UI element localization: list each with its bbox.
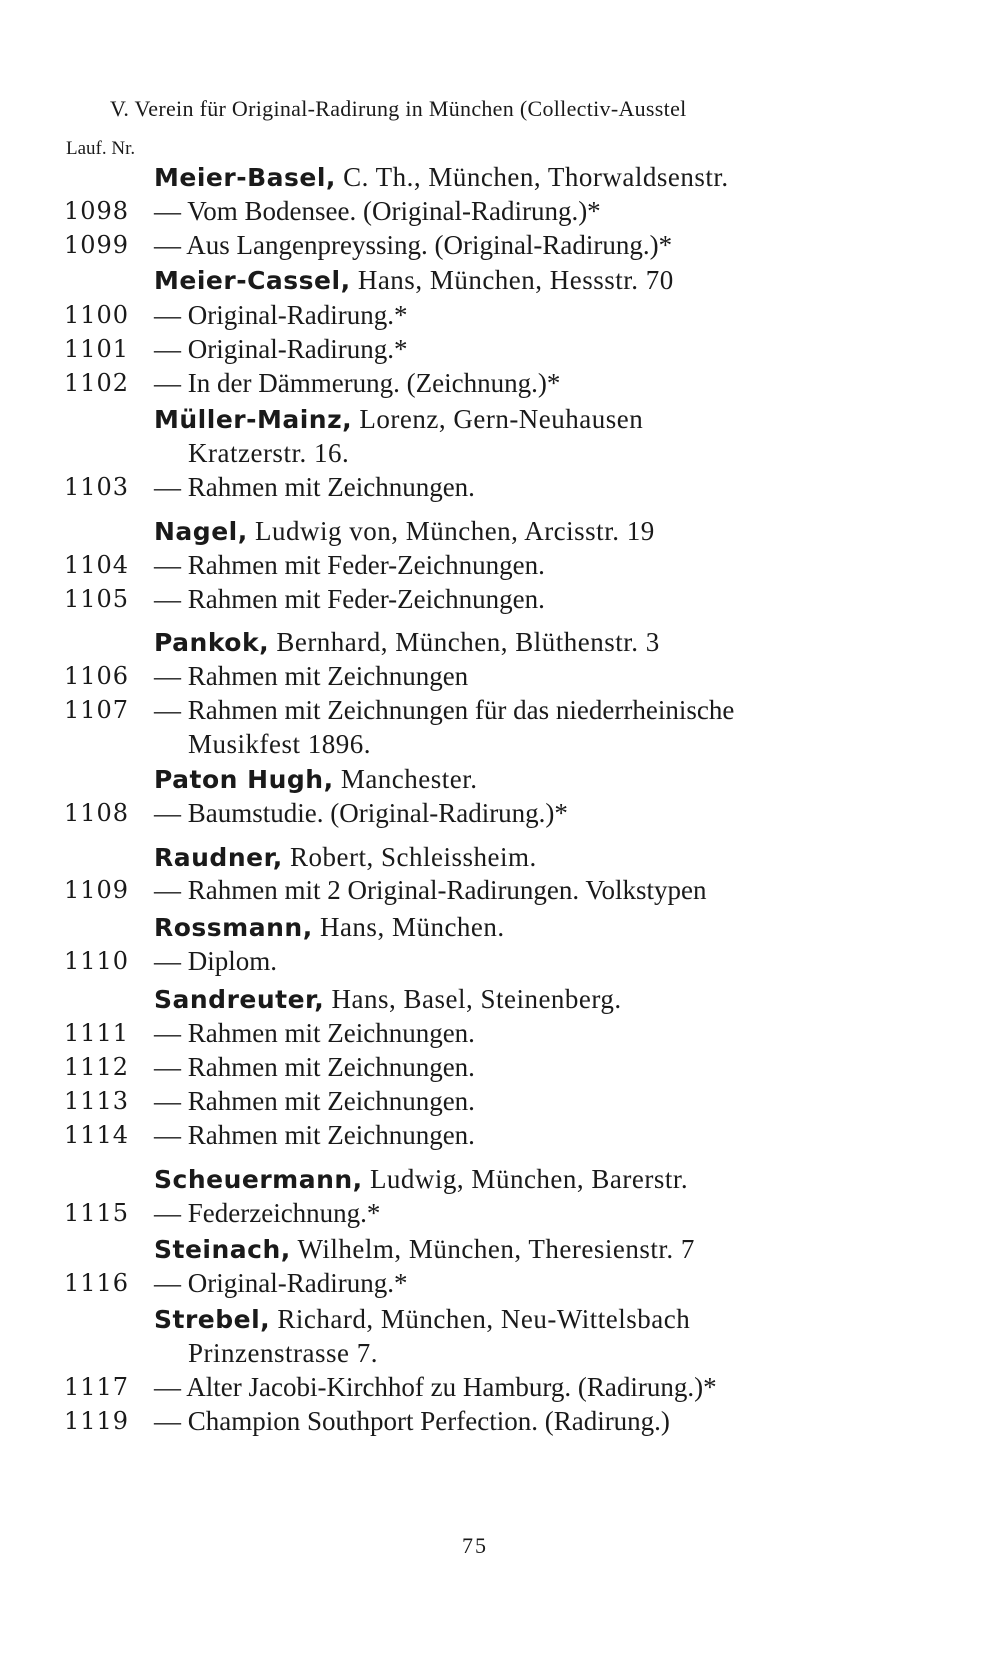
artist-details: Hans, Basel, Steinenberg. (324, 984, 622, 1014)
entry-title: — Diplom. (154, 946, 278, 976)
artist-details: Wilhelm, München, Theresienstr. 7 (290, 1234, 695, 1264)
entry-number: 1114 (64, 1121, 130, 1149)
artist-details: C. Th., München, Thorwaldsenstr. (335, 162, 729, 192)
entry-number: 1101 (64, 335, 130, 363)
entry-number: 1106 (64, 662, 130, 690)
entry-number: 1098 (64, 197, 130, 225)
entry-title: — Rahmen mit Zeichnungen für das niederrheinische (154, 695, 735, 725)
artist-details: Lorenz, Gern-Neuhausen (352, 404, 644, 434)
entry-title: — Aus Langenpreyssing. (Original-Radirung.)* (154, 230, 673, 260)
running-head: V. Verein für Original-Radirung in München (Collectiv-Ausstel (110, 96, 687, 121)
entry-title: — In der Dämmerung. (Zeichnung.)* (154, 368, 561, 398)
entry-title: — Rahmen mit Zeichnungen. (154, 1086, 475, 1116)
entry-title: — Rahmen mit Feder-Zeichnungen. (154, 550, 545, 580)
artist-name: Pankok, (154, 628, 270, 657)
entry-number: 1119 (64, 1407, 130, 1435)
entry-title: — Original-Radirung.* (154, 1268, 408, 1298)
entry-title: — Alter Jacobi-Kirchhof zu Hamburg. (Radirung.)* (154, 1372, 717, 1402)
entry-number: 1110 (64, 947, 130, 975)
entry-title: — Rahmen mit Feder-Zeichnungen. (154, 584, 545, 614)
artist-address: Kratzerstr. 16. (188, 438, 350, 468)
artist-address: Prinzenstrasse 7. (188, 1338, 378, 1368)
entry-title-continuation: Musikfest 1896. (188, 729, 371, 759)
artist-details: Hans, München. (312, 912, 505, 942)
artist-details: Ludwig, München, Barerstr. (362, 1164, 689, 1194)
entry-number: 1116 (64, 1269, 130, 1297)
entry-title: — Original-Radirung.* (154, 300, 408, 330)
entry-number: 1104 (64, 551, 130, 579)
entry-number: 1103 (64, 473, 130, 501)
artist-details: Robert, Schleissheim. (282, 842, 537, 872)
artist-details: Hans, München, Hessstr. 70 (350, 265, 674, 295)
entry-number: 1105 (64, 585, 130, 613)
artist-name: Nagel, (154, 517, 248, 546)
entry-number: 1112 (64, 1053, 130, 1081)
entry-title: — Rahmen mit Zeichnungen. (154, 1018, 475, 1048)
entry-number: 1107 (64, 696, 130, 724)
artist-details: Manchester. (333, 764, 478, 794)
artist-name: Sandreuter, (154, 985, 325, 1014)
entry-number: 1108 (64, 799, 130, 827)
entry-title: — Vom Bodensee. (Original-Radirung.)* (154, 196, 601, 226)
entry-title: — Rahmen mit 2 Original-Radirungen. Volkstypen (154, 875, 707, 905)
column-label: Lauf. Nr. (66, 138, 136, 159)
page-number: 75 (462, 1533, 488, 1558)
artist-name: Meier-Cassel, (154, 266, 351, 295)
entry-number: 1117 (64, 1373, 130, 1401)
artist-name: Strebel, (154, 1305, 271, 1334)
entry-title: — Federzeichnung.* (154, 1198, 381, 1228)
entry-title: — Original-Radirung.* (154, 334, 408, 364)
entry-number: 1100 (64, 301, 130, 329)
artist-name: Müller-Mainz, (154, 405, 353, 434)
entry-title: — Rahmen mit Zeichnungen. (154, 1120, 475, 1150)
entry-number: 1102 (64, 369, 130, 397)
artist-details: Ludwig von, München, Arcisstr. 19 (247, 516, 655, 546)
entry-title: — Rahmen mit Zeichnungen. (154, 1052, 475, 1082)
entry-title: — Champion Southport Perfection. (Radirung.) (154, 1406, 670, 1436)
artist-name: Paton Hugh, (154, 765, 334, 794)
artist-name: Rossmann, (154, 913, 313, 942)
artist-name: Meier-Basel, (154, 163, 336, 192)
entry-title: — Rahmen mit Zeichnungen (154, 661, 469, 691)
entry-title: — Baumstudie. (Original-Radirung.)* (154, 798, 568, 828)
artist-name: Raudner, (154, 843, 283, 872)
entry-number: 1113 (64, 1087, 130, 1115)
artist-details: Richard, München, Neu-Wittelsbach (270, 1304, 691, 1334)
artist-name: Scheuermann, (154, 1165, 363, 1194)
entry-number: 1111 (64, 1019, 130, 1047)
entry-number: 1115 (64, 1199, 130, 1227)
artist-name: Steinach, (154, 1235, 291, 1264)
entry-title: — Rahmen mit Zeichnungen. (154, 472, 475, 502)
artist-details: Bernhard, München, Blüthenstr. 3 (269, 627, 660, 657)
entry-number: 1099 (64, 231, 130, 259)
entry-number: 1109 (64, 876, 130, 904)
